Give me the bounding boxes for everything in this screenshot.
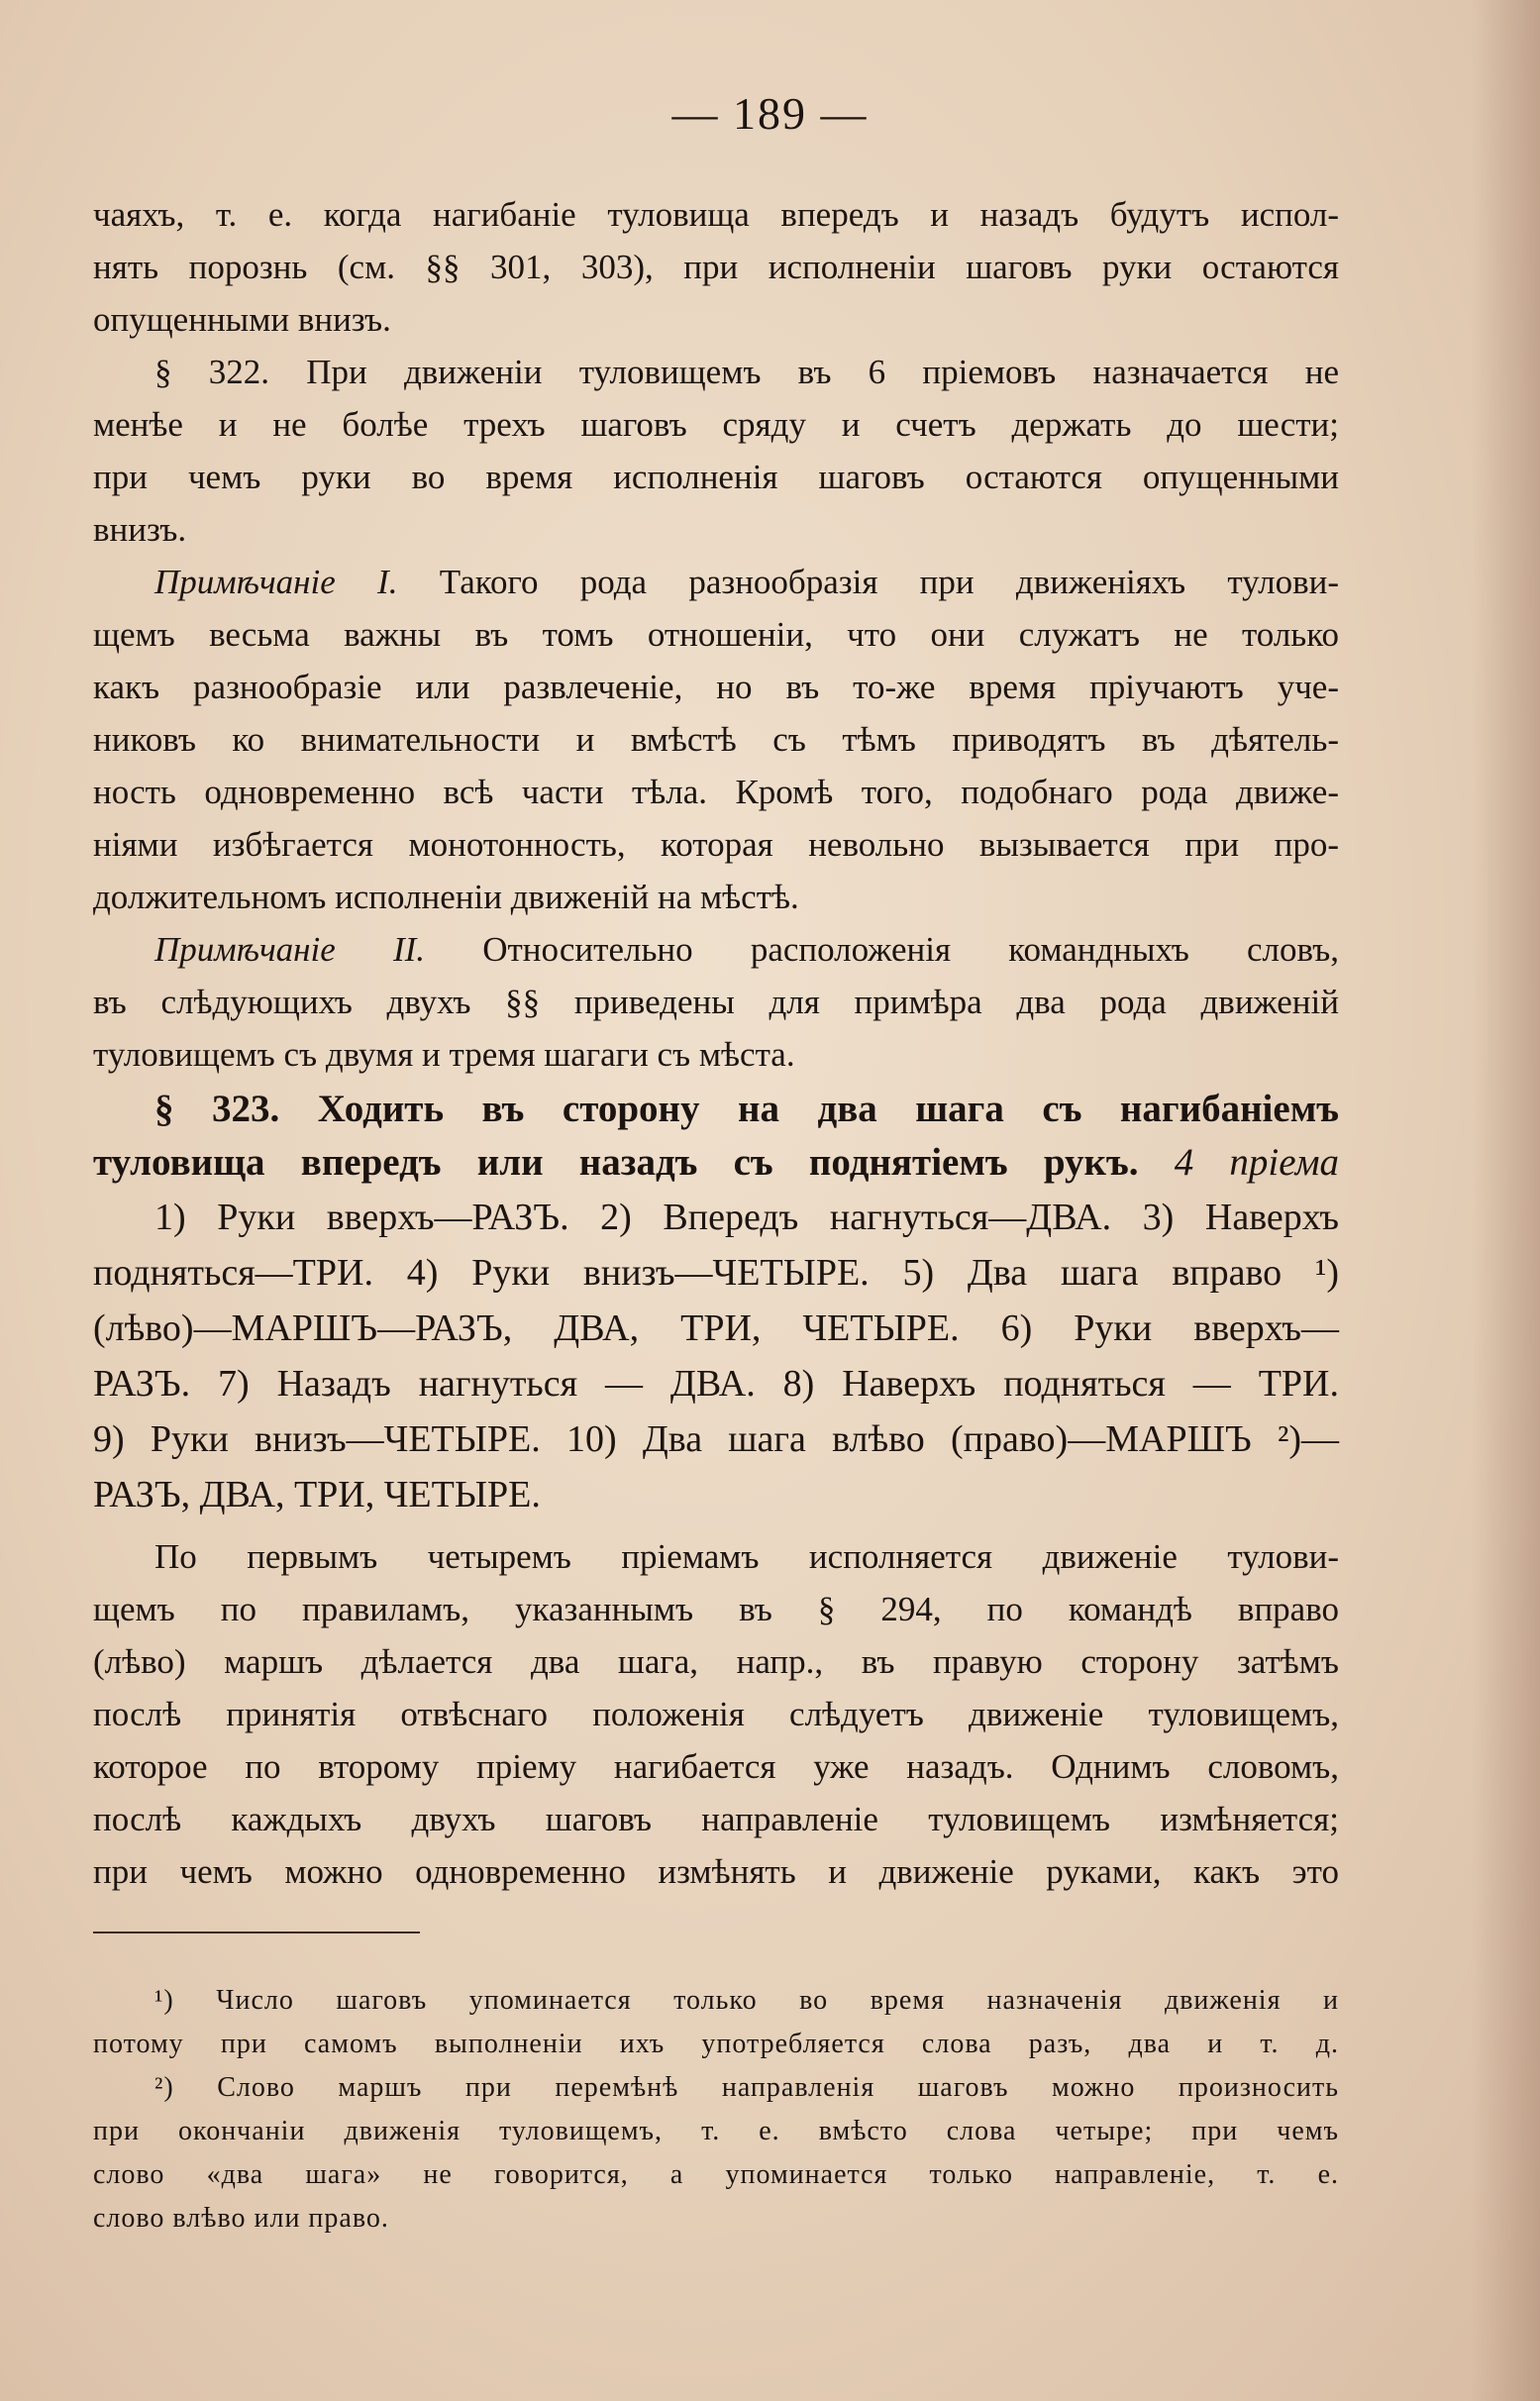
- text-line: [93, 556, 1339, 608]
- remark-label: Примѣчаніе II.: [154, 930, 426, 969]
- footnote-line: ¹) Число шаговъ упоминается только во время назначенія движенія и: [154, 1985, 1339, 2016]
- text-line: опущенными внизъ.: [93, 300, 391, 339]
- command-line: (лѣво)—МАРШЪ—РАЗЪ, ДВА, ТРИ, ЧЕТЫРЕ. 6) Руки вверхъ—: [93, 1307, 1339, 1349]
- text-line: менѣе и не болѣе трехъ шаговъ сряду и счетъ держать до шести;: [93, 405, 1339, 444]
- footnotes: [93, 1979, 1339, 2241]
- paragraph-322: [93, 346, 1339, 556]
- text-line: По первымъ четыремъ пріемамъ исполняется движеніе тулови-: [154, 1537, 1339, 1576]
- remark-text: Относительно расположенія командныхъ словъ,: [482, 930, 1339, 969]
- commands: [93, 1190, 1339, 1522]
- text-line: которое по второму пріему нагибается уже назадъ. Однимъ словомъ,: [93, 1747, 1339, 1786]
- remark-text: Такого рода разнообразія при движеніяхъ тулови-: [439, 563, 1339, 601]
- main-text: [93, 188, 1339, 1898]
- footnote-line: ²) Слово маршъ при перемѣнѣ направленія шаговъ можно произносить: [154, 2072, 1339, 2103]
- text-line: [93, 923, 1339, 976]
- page-edge-shadow: [1471, 0, 1540, 2401]
- text-line: щемъ по правиламъ, указаннымъ въ § 294, по командѣ вправо: [93, 1590, 1339, 1628]
- heading-text: туловища впередъ или назадъ съ поднятіемъ рукъ.: [93, 1141, 1139, 1184]
- text-line: нять порознь (см. §§ 301, 303), при исполненіи шаговъ руки остаются: [93, 248, 1339, 286]
- text-line: ніями избѣгается монотонность, которая невольно вызывается при про-: [93, 825, 1339, 864]
- remark-label: Примѣчаніе I.: [154, 563, 398, 601]
- text-line: ность одновременно всѣ части тѣла. Кромѣ того, подобнаго рода движе-: [93, 773, 1339, 811]
- command-line: РАЗЪ. 7) Назадъ нагнуться — ДВА. 8) Наверхъ подняться — ТРИ.: [93, 1363, 1339, 1405]
- text-line: § 322. При движеніи туловищемъ въ 6 пріемовъ назначается не: [154, 353, 1339, 391]
- command-line: подняться—ТРИ. 4) Руки внизъ—ЧЕТЫРЕ. 5) Два шага вправо ¹): [93, 1252, 1339, 1294]
- text-line: должительномъ исполненіи движеній на мѣстѣ.: [93, 878, 799, 916]
- text-line: чаяхъ, т. е. когда нагибаніе туловища впередъ и назадъ будутъ испол-: [93, 195, 1339, 234]
- footnote-line: слово влѣво или право.: [93, 2203, 389, 2234]
- text-line: никовъ ко внимательности и вмѣстѣ съ тѣмъ приводятъ въ дѣятель-: [93, 720, 1339, 759]
- footnote-2: [93, 2066, 1339, 2241]
- paragraph-continued: [93, 188, 1339, 346]
- command-line: 9) Руки внизъ—ЧЕТЫРЕ. 10) Два шага влѣво (право)—МАРШЪ ²)—: [93, 1418, 1339, 1460]
- text-line: какъ разнообразіе или развлеченіе, но въ то-же время пріучаютъ уче-: [93, 668, 1339, 706]
- section-323-body: [93, 1530, 1339, 1898]
- heading-line: [93, 1136, 1339, 1190]
- text-line: въ слѣдующихъ двухъ §§ приведены для примѣра два рода движеній: [93, 983, 1339, 1021]
- footnote-line: потому при самомъ выполненіи ихъ употребляется слова разъ, два и т. д.: [93, 2029, 1339, 2059]
- command-line: РАЗЪ, ДВА, ТРИ, ЧЕТЫРЕ.: [93, 1474, 541, 1515]
- footnote-rule: [93, 1931, 420, 1933]
- text-line: (лѣво) маршъ дѣлается два шага, напр., въ правую сторону затѣмъ: [93, 1642, 1339, 1681]
- text-line: послѣ каждыхъ двухъ шаговъ направленіе туловищемъ измѣняется;: [93, 1800, 1339, 1838]
- footnote-1: [93, 1979, 1339, 2066]
- text-line: внизъ.: [93, 510, 187, 549]
- remark-1: [93, 556, 1339, 923]
- text-line: при чемъ руки во время исполненія шаговъ остаются опущенными: [93, 458, 1339, 496]
- text-line: щемъ весьма важны въ томъ отношеніи, что они служатъ не только: [93, 615, 1339, 654]
- remark-2: [93, 923, 1339, 1081]
- text-line: послѣ принятія отвѣснаго положенія слѣдуетъ движеніе туловищемъ,: [93, 1695, 1339, 1733]
- page-number: — 189 —: [671, 88, 869, 139]
- footnote-line: слово «два шага» не говорится, а упоминается только направленіе, т. е.: [93, 2159, 1339, 2190]
- text-line: при чемъ можно одновременно измѣнять и движеніе руками, какъ это: [93, 1852, 1339, 1891]
- text-line: туловищемъ съ двумя и тремя шагаги съ мѣста.: [93, 1035, 795, 1074]
- footnote-line: при окончаніи движенія туловищемъ, т. е. вмѣсто слова четыре; при чемъ: [93, 2116, 1339, 2146]
- section-323-heading: [93, 1083, 1339, 1190]
- heading-line: § 323. Ходить въ сторону на два шага съ нагибаніемъ: [154, 1088, 1339, 1130]
- command-line: 1) Руки вверхъ—РАЗЪ. 2) Впередъ нагнуться—ДВА. 3) Наверхъ: [154, 1197, 1339, 1238]
- heading-suffix: 4 пріема: [1174, 1141, 1339, 1184]
